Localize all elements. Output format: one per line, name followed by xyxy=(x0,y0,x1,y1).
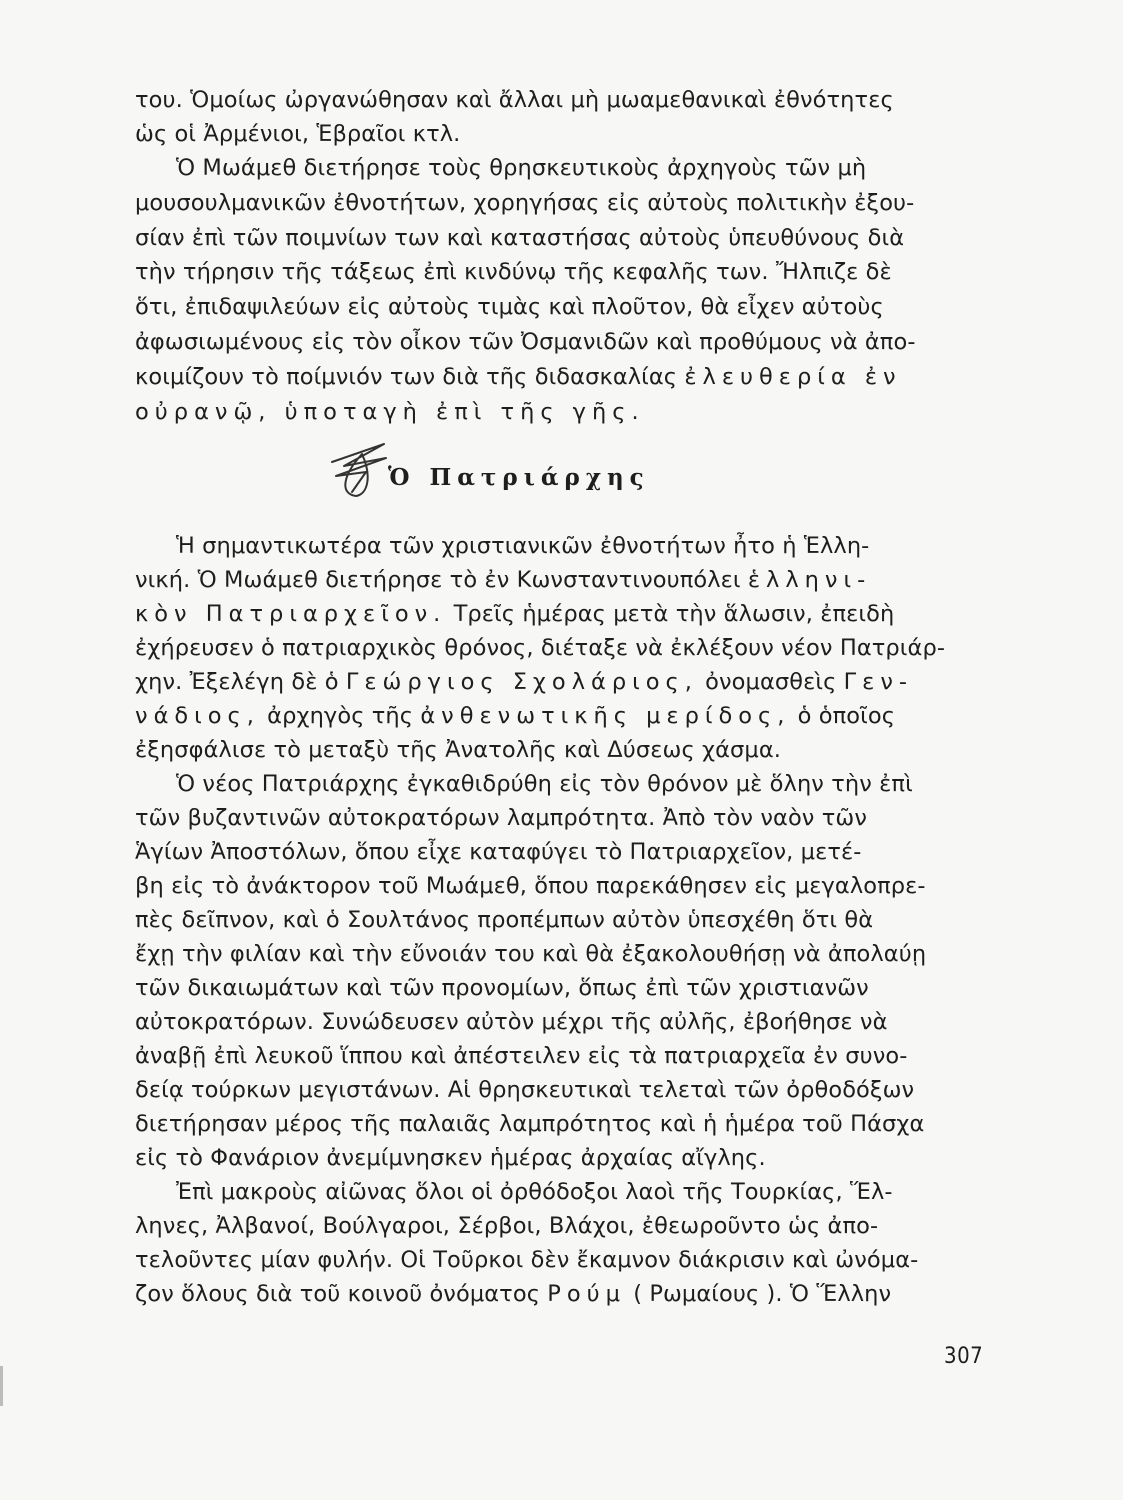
text-line: τελοῦντες μίαν φυλήν. Οἱ Τοῦρκοι δὲν ἔκαμνον διάκρισιν καὶ ὠνόμα- xyxy=(135,1247,919,1273)
text-line: αὐτοκρατόρων. Συνώδευσεν αὐτὸν μέχρι τῆς αὐλῆς, ἐβοήθησε νὰ xyxy=(135,1009,888,1035)
spaced-emphasis: νάδιος, xyxy=(135,703,260,729)
spaced-emphasis: Γεώργιος Σχολάριος, xyxy=(345,669,698,695)
text-line xyxy=(135,598,990,630)
text-line: βη εἰς τὸ ἀνάκτορον τοῦ Μωάμεθ, ὅπου παρεκάθησεν εἰς μεγαλοπρε- xyxy=(135,873,926,899)
spaced-emphasis-line: οὐρανῷ, ὑποταγὴ ἐπὶ τῆς γῆς. xyxy=(135,399,645,425)
text-line: μουσουλμανικῶν ἐθνοτήτων, χορηγήσας εἰς αὐτοὺς πολιτικὴν ἐξου- xyxy=(135,190,915,216)
text-span: ὁ ὁποῖος xyxy=(790,703,896,729)
section-heading: Ὁ Πατριάρχης xyxy=(388,464,650,491)
text-line: ἐχήρευσεν ὁ πατριαρχικὸς θρόνος, διέταξε νὰ ἐκλέξουν νέον Πατριάρ- xyxy=(135,635,946,661)
text-span: κοιμίζουν τὸ ποίμνιόν των διὰ τῆς διδασκαλίας xyxy=(135,364,685,390)
text-span: ζον ὅλους διὰ τοῦ κοινοῦ ὀνόματος xyxy=(135,1281,548,1307)
spaced-emphasis: κὸν Πατριαρχεῖον. xyxy=(135,601,447,627)
text-line: τὴν τήρησιν τῆς τάξεως ἐπὶ κινδύνῳ τῆς κεφαλῆς των. Ἤλπιζε δὲ xyxy=(135,259,892,285)
text-line xyxy=(135,700,990,732)
text-line: ἔχῃ τὴν φιλίαν καὶ τὴν εὔνοιάν του καὶ θὰ ἐξακολουθήσῃ νὰ ἀπολαύῃ xyxy=(135,941,927,967)
text-line: του. Ὁμοίως ὠργανώθησαν καὶ ἄλλαι μὴ μωαμεθανικαὶ ἐθνότητες xyxy=(135,87,894,113)
text-span: νική. Ὁ Μωάμεθ διετήρησε τὸ ἐν Κωνσταντινουπόλει xyxy=(135,567,748,593)
text-line: τῶν δικαιωμάτων καὶ τῶν προνομίων, ὅπως ἐπὶ τῶν χριστιανῶν xyxy=(135,975,869,1001)
spaced-emphasis: ἀνθενωτικῆς μερίδος, xyxy=(420,703,791,729)
text-line: Ἡ σημαντικωτέρα τῶν χριστιανικῶν ἐθνοτήτων ἦτο ἡ Ἑλλη- xyxy=(176,533,870,559)
text-span: ( Ρωμαίους ). Ὁ Ἕλλην xyxy=(625,1281,892,1307)
text-line: ληνες, Ἀλβανοί, Βούλγαροι, Σέρβοι, Βλάχοι, ἐθεωροῦντο ὡς ἀπο- xyxy=(135,1213,879,1239)
binding-edge-mark xyxy=(0,1366,3,1406)
text-line: ἀφωσιωμένους εἰς τὸν οἶκον τῶν Ὀσμανιδῶν καὶ προθύμους νὰ ἀπο- xyxy=(135,329,916,355)
text-line: ἐξησφάλισε τὸ μεταξὺ τῆς Ἀνατολῆς καὶ Δύσεως χάσμα. xyxy=(135,737,782,763)
spaced-emphasis: ἐλευθερία ἐν xyxy=(684,364,902,390)
text-span: ἀρχηγὸς τῆς xyxy=(259,703,421,729)
text-line: Ὁ νέος Πατριάρχης ἐγκαθιδρύθη εἰς τὸν θρόνον μὲ ὅλην τὴν ἐπὶ xyxy=(176,771,913,797)
text-line: διετήρησαν μέρος τῆς παλαιᾶς λαμπρότητος καὶ ἡ ἡμέρα τοῦ Πάσχα xyxy=(135,1111,925,1137)
text-line: ὡς οἱ Ἀρμένιοι, Ἑβραῖοι κτλ. xyxy=(135,121,461,147)
text-line: τῶν βυζαντινῶν αὐτοκρατόρων λαμπρότητα. Ἀπὸ τὸν ναὸν τῶν xyxy=(135,805,867,831)
text-line: Ἁγίων Ἀποστόλων, ὅπου εἶχε καταφύγει τὸ Πατριαρχεῖον, μετέ- xyxy=(135,839,862,865)
page-number: 307 xyxy=(944,1344,984,1369)
text-line xyxy=(135,361,990,393)
text-line xyxy=(135,1278,990,1310)
text-line xyxy=(135,564,990,596)
text-line: Ὁ Μωάμεθ διετήρησε τοὺς θρησκευτικοὺς ἀρχηγοὺς τῶν μὴ xyxy=(176,155,867,181)
spaced-emphasis: ἑλληνι- xyxy=(747,567,872,593)
spaced-emphasis: Ρούμ xyxy=(547,1281,626,1307)
text-line: εἰς τὸ Φανάριον ἀνεμίμνησκεν ἡμέρας ἀρχαίας αἴγλης. xyxy=(135,1145,766,1171)
text-span: ὀνομασθεὶς xyxy=(697,669,844,695)
text-line: δείᾳ τούρκων μεγιστάνων. Αἱ θρησκευτικαὶ τελεταὶ τῶν ὀρθοδόξων xyxy=(135,1077,915,1103)
text-line: Ἐπὶ μακροὺς αἰῶνας ὅλοι οἱ ὀρθόδοξοι λαοὶ τῆς Τουρκίας, Ἕλ- xyxy=(176,1179,893,1205)
text-line: σίαν ἐπὶ τῶν ποιμνίων των καὶ καταστήσας αὐτοὺς ὑπευθύνους διὰ xyxy=(135,225,905,251)
pen-scribble-mark xyxy=(322,436,394,500)
text-line: ἀναβῇ ἐπὶ λευκοῦ ἵππου καὶ ἀπέστειλεν εἰς τὰ πατριαρχεῖα ἐν συνο- xyxy=(135,1043,908,1069)
text-line: ὅτι, ἐπιδαψιλεύων εἰς αὐτοὺς τιμὰς καὶ πλοῦτον, θὰ εἶχεν αὐτοὺς xyxy=(135,294,884,320)
text-span: χην. Ἐξελέγη δὲ ὁ xyxy=(135,669,346,695)
spaced-emphasis: Γεν- xyxy=(843,669,914,695)
text-line: πὲς δεῖπνον, καὶ ὁ Σουλτάνος προπέμπων αὐτὸν ὑπεσχέθη ὅτι θὰ xyxy=(135,907,874,933)
text-span: Τρεῖς ἡμέρας μετὰ τὴν ἅλωσιν, ἐπειδὴ xyxy=(446,601,895,627)
text-line xyxy=(135,666,990,698)
